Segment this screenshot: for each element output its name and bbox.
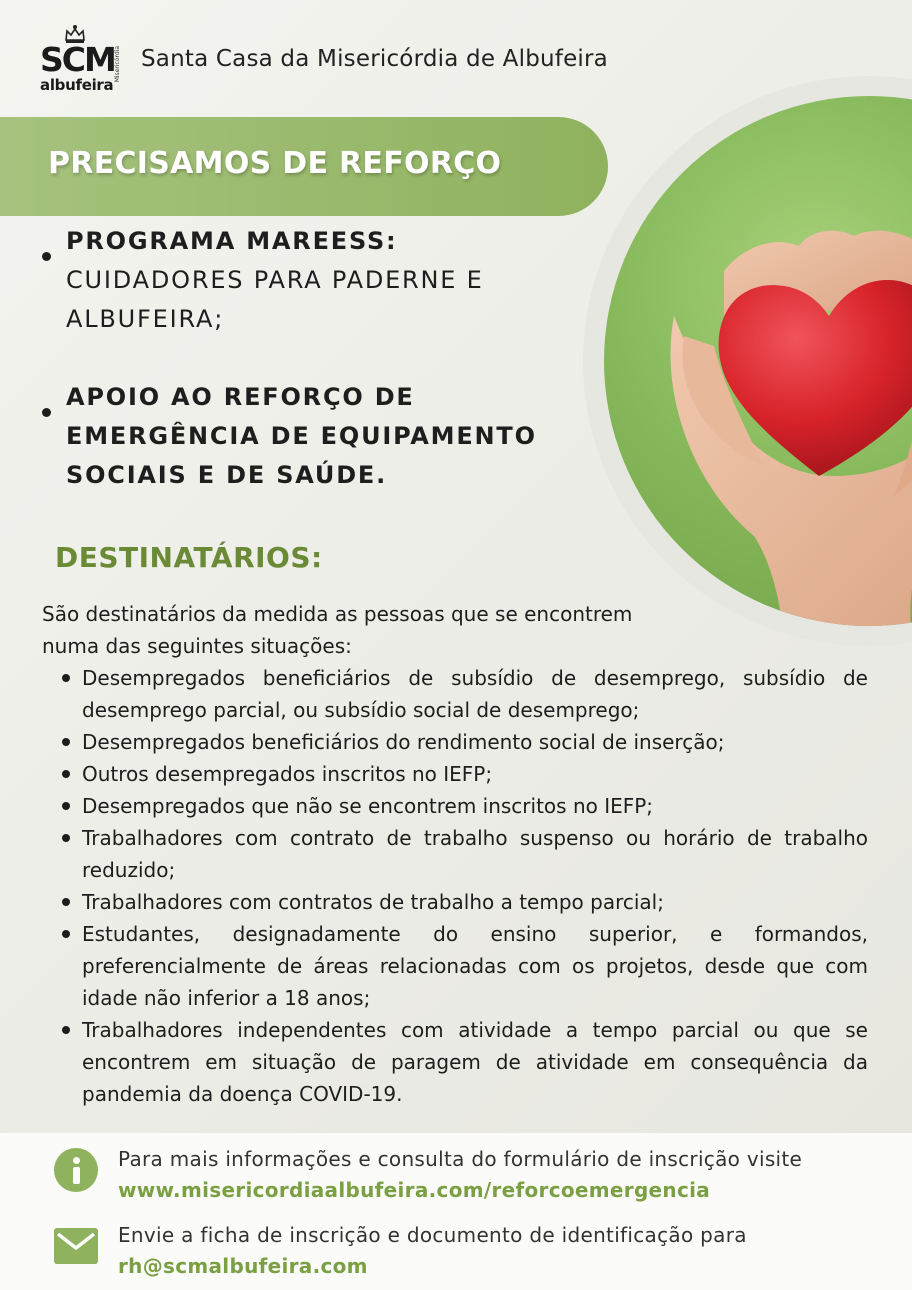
organization-name: Santa Casa da Misericórdia de Albufeira <box>141 46 608 72</box>
email-link[interactable]: rh@scmalbufeira.com <box>118 1254 368 1278</box>
programme-1-line-2: ALBUFEIRA; <box>66 305 225 333</box>
programme-2-line-3: SOCIAIS E DE SAÚDE. <box>66 461 388 489</box>
bullet-icon <box>42 408 51 417</box>
mail-text: Envie a ficha de inscrição e documento de identificação para <box>118 1223 747 1247</box>
list-item: Trabalhadores com contrato de trabalho suspenso ou horário de trabalho reduzido; <box>62 822 868 886</box>
scm-logo <box>40 24 122 96</box>
list-item: Outros desempregados inscritos no IEFP; <box>62 758 868 790</box>
list-item: Trabalhadores independentes com atividade a tempo parcial ou que se encontrem em situação de paragem de atividade em consequência da pandemia da doença COVID-19. <box>62 1014 868 1110</box>
info-icon <box>54 1148 98 1192</box>
logo-vertical-text: Misericórdia <box>114 46 121 83</box>
list-item: Desempregados beneficiários de subsídio de desemprego, subsídio de desemprego parcial, ou subsídio social de desemprego; <box>62 662 868 726</box>
destinatarios-title: DESTINATÁRIOS: <box>55 541 323 574</box>
banner-title: PRECISAMOS DE REFORÇO <box>48 146 502 181</box>
mail-icon <box>54 1228 98 1264</box>
list-item: Estudantes, designadamente do ensino superior, e formandos, preferencialmente de áreas relacionadas com os projetos, desde que com idade não inferior a 18 anos; <box>62 918 868 1014</box>
logo-sub-text: albufeira <box>40 76 114 94</box>
bullet-icon <box>42 252 51 261</box>
programme-2-line-2: EMERGÊNCIA DE EQUIPAMENTO <box>66 422 537 450</box>
destinatarios-list <box>62 662 868 1110</box>
intro-line-2: numa das seguintes situações: <box>42 634 352 658</box>
list-item: Desempregados que não se encontrem inscritos no IEFP; <box>62 790 868 822</box>
heart-in-hands-photo <box>604 96 912 626</box>
destinatarios-intro <box>42 598 742 662</box>
programme-1-line-1: CUIDADORES PARA PADERNE E <box>66 266 484 294</box>
programme-2-line-1: APOIO AO REFORÇO DE <box>66 383 415 411</box>
logo-main-text: SCM <box>40 40 115 79</box>
programme-1-title: PROGRAMA MAREESS: <box>66 227 398 255</box>
website-link[interactable]: www.misericordiaalbufeira.com/reforcoemergencia <box>118 1178 711 1202</box>
info-text: Para mais informações e consulta do formulário de inscrição visite <box>118 1147 803 1171</box>
hands-heart-illustration <box>604 96 912 626</box>
intro-line-1: São destinatários da medida as pessoas que se encontrem <box>42 602 633 626</box>
list-item: Trabalhadores com contratos de trabalho a tempo parcial; <box>62 886 868 918</box>
list-item: Desempregados beneficiários do rendimento social de inserção; <box>62 726 868 758</box>
